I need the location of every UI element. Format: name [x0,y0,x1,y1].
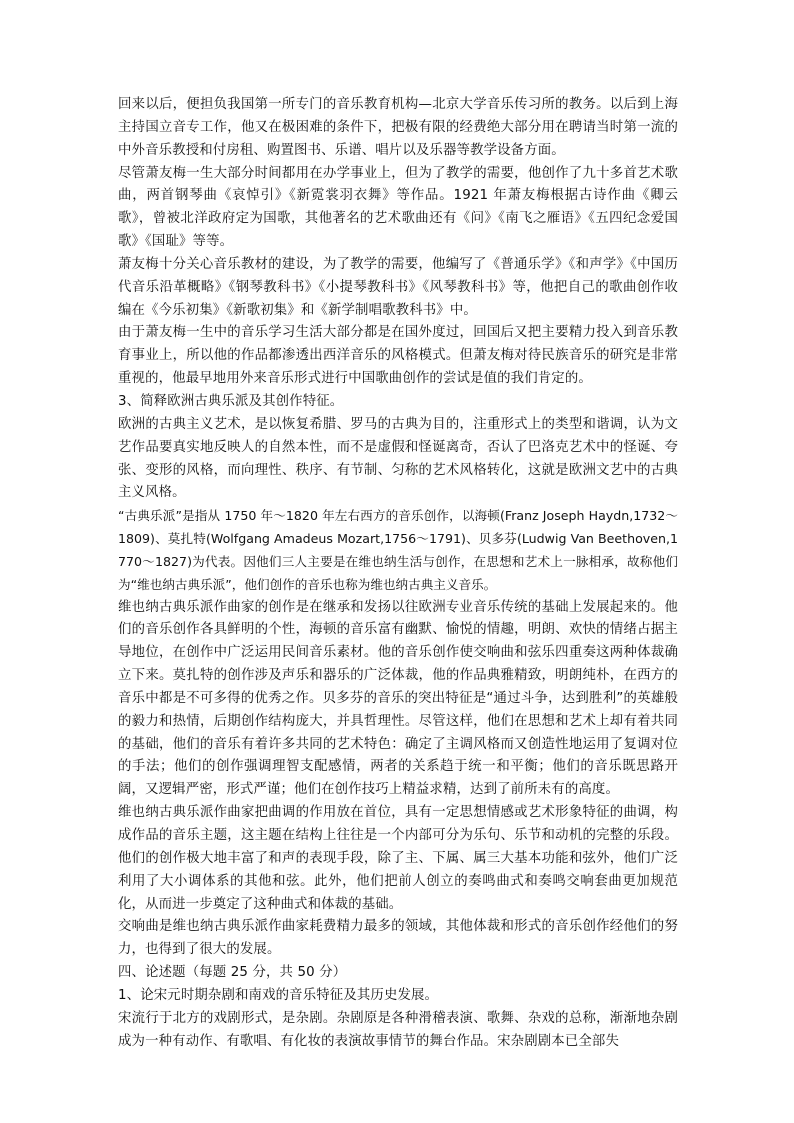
question-heading-song-yuan-drama: 1、论宋元时期杂剧和南戏的音乐特征及其历史发展。 [118,987,439,1003]
paragraph-vienna-school-characteristics: 维也纳古典乐派作曲家的创作是在继承和发扬以往欧洲专业音乐传统的基础上发展起来的。他们的音乐创作各具鲜明的个性，海顿的音乐富有幽默、愉悦的情趣，明朗、欢快的情绪占据主导地位，在创作中广泛运用民间音乐素材。他的音乐创作使交响曲和弦乐四重奏这两种体裁确立下来。莫扎特的创作涉及声乐和器乐的广泛体裁，他的作品典雅精致，明朗纯朴，在西方的音乐中都是不可多得的优秀之作。贝多芬的音乐的突出特征是“通过斗争，达到胜利”的英雄般的毅力和热情，后期创作结构庞大，并具哲理性。尽管这样，他们在思想和艺术上却有着共同的基础，他们的音乐有着许多共同的艺术特色：确定了主调风格而又创造性地运用了复调对位的手法；他们的创作强调理智支配感情，两者的关系趋于统一和平衡；他们的音乐既思路开阔，又逻辑严密，形式严谨；他们在创作技巧上精益求精，达到了前所未有的高度。 [118,599,678,798]
paragraph-song-zaju: 宋流行于北方的戏剧形式，是杂剧。杂剧原是各种滑稽表演、歌舞、杂戏的总称，渐渐地杂剧成为一种有动作、有歌唱、有化妆的表演故事情节的舞台作品。宋杂剧剧本已全部失 [118,1010,678,1049]
paragraph-xiao-youmei-textbooks: 萧友梅十分关心音乐教材的建设，为了教学的需要，他编写了《普通乐学》《和声学》《中国历代音乐沿革概略》《钢琴教科书》《小提琴教科书》《风琴教科书》等，他把自己的歌曲创作收编在《今乐初集》《新歌初集》和《新学制唱歌教科书》中。 [118,256,678,318]
section-heading-essay-questions: 四、论述题（每题 25 分，共 50 分） [118,965,347,981]
paragraph-symphony: 交响曲是维也纳古典乐派作曲家耗费精力最多的领域，其他体裁和形式的音乐创作经他们的努力，也得到了很大的发展。 [118,919,678,958]
paragraph-classicism-definition: 欧洲的古典主义艺术，是以恢复希腊、罗马的古典为目的，注重形式上的类型和谐调，认为文艺作品要真实地反映人的自然本性，而不是虚假和怪诞离奇，否认了巴洛克艺术中的怪诞、夸张、变形的风格，而向理性、秩序、有节制、匀称的艺术风格转化，这就是欧洲文艺中的古典主义风格。 [118,416,678,501]
paragraph-xiao-youmei-style: 由于萧友梅一生中的音乐学习生活大部分都是在国外度过，回国后又把主要精力投入到音乐教育事业上，所以他的作品都渗透出西洋音乐的风格模式。但萧友梅对待民族音乐的研究是非常重视的，他最早地用外来音乐形式进行中国歌曲创作的尝试是值的我们肯定的。 [118,325,678,387]
paragraph-xiao-youmei-works: 尽管萧友梅一生大部分时间都用在办学事业上，但为了教学的需要，他创作了九十多首艺术歌曲，两首钢琴曲《哀悼引》《新霓裳羽衣舞》等作品。1921 年萧友梅根据古诗作曲《卿云歌》，曾被北洋政府定为国歌，其他著名的艺术歌曲还有《问》《南飞之雁语》《五四纪念爱国歌》《国耻》等等。 [118,165,678,250]
question-heading-classical-school: 3、简释欧洲古典乐派及其创作特征。 [118,393,344,409]
paragraph-vienna-school-melody: 维也纳古典乐派作曲家把曲调的作用放在首位，具有一定思想情感或艺术形象特征的曲调，构成作品的音乐主题，这主题在结构上往往是一个内部可分为乐句、乐节和动机的完整的乐段。他们的创作极大地丰富了和声的表现手段，除了主、下属、属三大基本功能和弦外，他们广泛利用了大小调体系的其他和弦。此外，他们把前人创立的奏鸣曲式和奏鸣交响套曲更加规范化，从而进一步奠定了这种曲式和体裁的基础。 [118,805,678,912]
paragraph-xiao-youmei-education: 回来以后，便担负我国第一所专门的音乐教育机构—北京大学音乐传习所的教务。以后到上海主持国立音专工作，他又在极困难的条件下，把极有限的经费绝大部分用在聘请当时第一流的中外音乐教授和付房租、购置图书、乐谱、唱片以及乐器等教学设备方面。 [118,97,678,158]
document-page [118,94,678,1053]
paragraph-classical-school-composers: “古典乐派”是指从 1750 年～1820 年左右西方的音乐创作，以海顿(Franz Joseph Haydn,1732～1809)、莫扎特(Wolfgang Amadeus Mozart,1756～1791)、贝多芬(Ludwig Van Beethoven,1770～1827)为代表。因他们三人主要是在维也纳生活与创作，在思想和艺术上一脉相承，故称他们为“维也纳古典乐派”，他们创作的音乐也称为维也纳古典主义音乐。 [118,508,678,592]
